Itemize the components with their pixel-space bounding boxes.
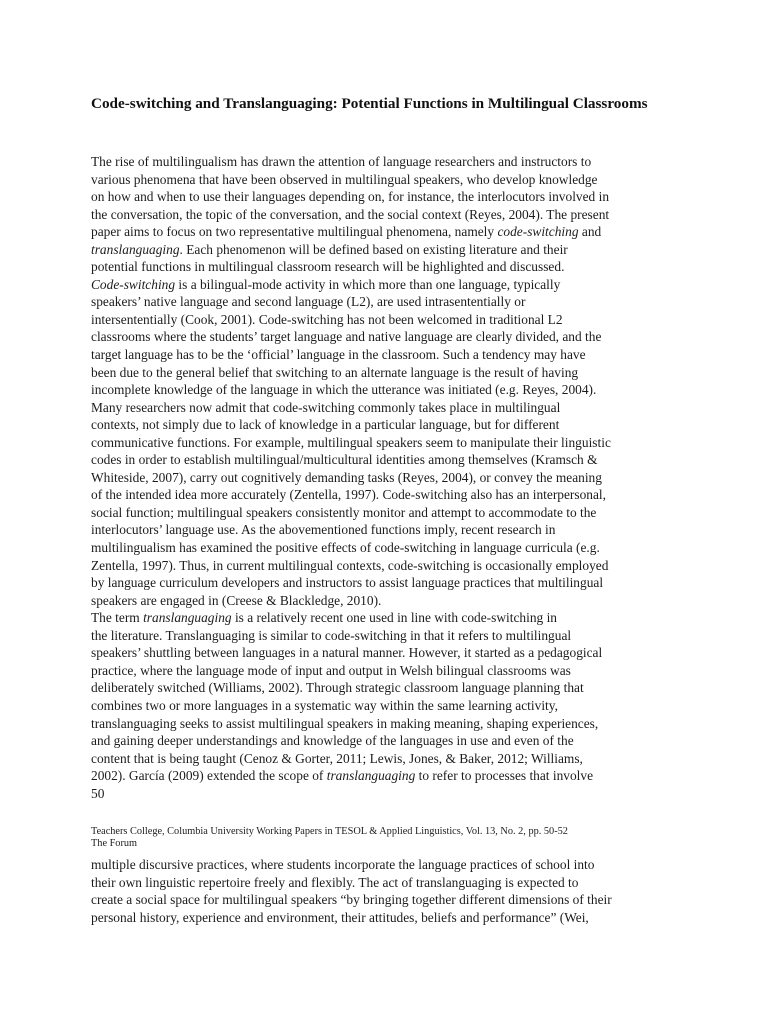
text-line — [91, 241, 691, 259]
text-segment: is a bilingual-mode activity in which more than one language, typically — [175, 276, 561, 292]
text-line — [91, 662, 691, 680]
text-line — [91, 521, 691, 539]
text-segment: paper aims to focus on two representative multilingual phenomena, namely — [91, 224, 498, 240]
text-segment: various phenomena that have been observed in multilingual speakers, who develop knowledge — [91, 171, 598, 187]
text-line — [91, 434, 691, 452]
text-line — [91, 856, 691, 874]
continuation-text — [91, 856, 691, 926]
text-segment: combines two or more languages in a systematic way within the same learning activity, — [91, 697, 558, 713]
text-line — [91, 715, 691, 733]
text-line — [91, 258, 691, 276]
text-line — [91, 785, 691, 803]
text-segment: 50 — [91, 785, 105, 801]
text-segment: 2002). García (2009) extended the scope of — [91, 768, 327, 784]
text-segment: speakers are engaged in (Creese & Blackledge, 2010). — [91, 592, 382, 608]
text-segment: to refer to processes that involve — [415, 768, 594, 784]
text-segment: translanguaging — [326, 768, 416, 784]
text-line — [91, 609, 691, 627]
text-line — [91, 188, 691, 206]
text-segment: the conversation, the topic of the conversation, and the social context (Reyes, 2004). The present — [91, 206, 610, 222]
text-line — [91, 364, 691, 382]
text-segment: target language has to be the ‘official’ language in the classroom. Such a tendency may have — [91, 347, 586, 363]
footer-section: The Forum — [91, 838, 138, 850]
text-segment: and — [578, 224, 602, 240]
text-line — [91, 909, 691, 927]
text-segment: incomplete knowledge of the language in which the utterance was initiated (e.g. Reyes, 2004). — [91, 382, 597, 398]
text-line — [91, 891, 691, 909]
text-segment: interlocutors’ language use. As the abovementioned functions imply, recent research in — [91, 522, 556, 538]
text-segment: intersententially (Cook, 2001). Code-switching has not been welcomed in traditional L2 — [91, 311, 563, 327]
text-line — [91, 293, 691, 311]
text-line — [91, 416, 691, 434]
text-segment: translanguaging seeks to assist multilingual speakers in making meaning, shaping experiences, — [91, 715, 599, 731]
text-segment: the literature. Translanguaging is similar to code-switching in that it refers to multilingual — [91, 627, 572, 643]
text-line — [91, 223, 691, 241]
text-line — [91, 574, 691, 592]
text-segment: The term — [91, 610, 144, 626]
text-segment: Code-switching — [91, 276, 176, 292]
text-segment: deliberately switched (Williams, 2002). Through strategic classroom language planning that — [91, 680, 584, 696]
text-segment: their own linguistic repertoire freely and flexibly. The act of translanguaging is expected to — [91, 874, 579, 890]
footer-citation: Teachers College, Columbia University Working Papers in TESOL & Applied Linguistics, Vol. 13, No. 2, pp. 50-52 — [91, 826, 568, 837]
text-segment: Zentella, 1997). Thus, in current multilingual contexts, code-switching is occasionally employed — [91, 557, 609, 573]
text-line — [91, 504, 691, 522]
text-line — [91, 697, 691, 715]
text-line — [91, 469, 691, 487]
body-text — [91, 153, 691, 802]
text-line — [91, 874, 691, 892]
text-segment: potential functions in multilingual classroom research will be highlighted and discussed. — [91, 259, 565, 275]
text-segment: content that is being taught (Cenoz & Gorter, 2011; Lewis, Jones, & Baker, 2012; Williams, — [91, 750, 583, 766]
text-segment: classrooms where the students’ target language and native language are clearly divided, and the — [91, 329, 602, 345]
page-footer — [91, 826, 568, 851]
text-line — [91, 767, 691, 785]
text-line — [91, 399, 691, 417]
text-segment: social function; multilingual speakers consistently monitor and attempt to accommodate to the — [91, 504, 597, 520]
text-line — [91, 732, 691, 750]
text-line — [91, 679, 691, 697]
text-segment: on how and when to use their languages depending on, for instance, the interlocutors involved in — [91, 189, 610, 205]
text-line — [91, 171, 691, 189]
text-line — [91, 627, 691, 645]
paper-title: Code-switching and Translanguaging: Potential Functions in Multilingual Classrooms — [91, 95, 648, 112]
text-segment: and gaining deeper understandings and knowledge of the languages in use and even of the — [91, 733, 574, 749]
text-segment: contexts, not simply due to lack of knowledge in a particular language, but for different — [91, 417, 560, 433]
text-segment: The rise of multilingualism has drawn the attention of language researchers and instructors to — [91, 154, 592, 169]
text-segment: of the intended idea more accurately (Zentella, 1997). Code-switching also has an interpersonal, — [91, 487, 606, 503]
text-segment: code-switching — [497, 224, 579, 240]
text-segment: . Each phenomenon will be defined based on existing literature and their — [179, 241, 568, 257]
text-segment: communicative functions. For example, multilingual speakers seem to manipulate their linguistic — [91, 434, 611, 450]
text-line — [91, 206, 691, 224]
text-line — [91, 486, 691, 504]
text-segment: Whiteside, 2007), carry out cognitively demanding tasks (Reyes, 2004), or convey the meaning — [91, 469, 602, 485]
text-segment: practice, where the language mode of input and output in Welsh bilingual classrooms was — [91, 662, 571, 678]
text-line — [91, 346, 691, 364]
text-segment: codes in order to establish multilingual/multicultural identities among themselves (Kramsch & — [91, 452, 598, 468]
text-line — [91, 153, 691, 171]
text-segment: is a relatively recent one used in line with code-switching in — [231, 610, 557, 626]
text-segment: personal history, experience and environment, their attitudes, beliefs and performance” (Wei, — [91, 909, 589, 925]
text-line — [91, 644, 691, 662]
text-segment: multiple discursive practices, where students incorporate the language practices of school into — [91, 857, 595, 872]
text-segment: translanguaging — [143, 610, 232, 626]
text-line — [91, 557, 691, 575]
text-segment: speakers’ native language and second language (L2), are used intrasententially or — [91, 294, 526, 310]
text-line — [91, 328, 691, 346]
text-segment: by language curriculum developers and instructors to assist language practices that multilingual — [91, 575, 604, 591]
text-line — [91, 451, 691, 469]
text-line — [91, 276, 691, 294]
text-segment: Many researchers now admit that code-switching commonly takes place in multilingual — [91, 399, 561, 415]
text-line — [91, 750, 691, 768]
text-line — [91, 311, 691, 329]
text-segment: translanguaging — [91, 241, 180, 257]
text-line — [91, 592, 691, 610]
text-segment: multilingualism has examined the positive effects of code-switching in language curricula (e.g. — [91, 540, 600, 556]
text-segment: create a social space for multilingual speakers “by bringing together different dimensions of their — [91, 892, 612, 908]
text-line — [91, 539, 691, 557]
text-line — [91, 381, 691, 399]
text-segment: speakers’ shuttling between languages in a natural manner. However, it started as a pedagogical — [91, 645, 603, 661]
text-segment: been due to the general belief that switching to an alternate language is the result of having — [91, 364, 579, 380]
